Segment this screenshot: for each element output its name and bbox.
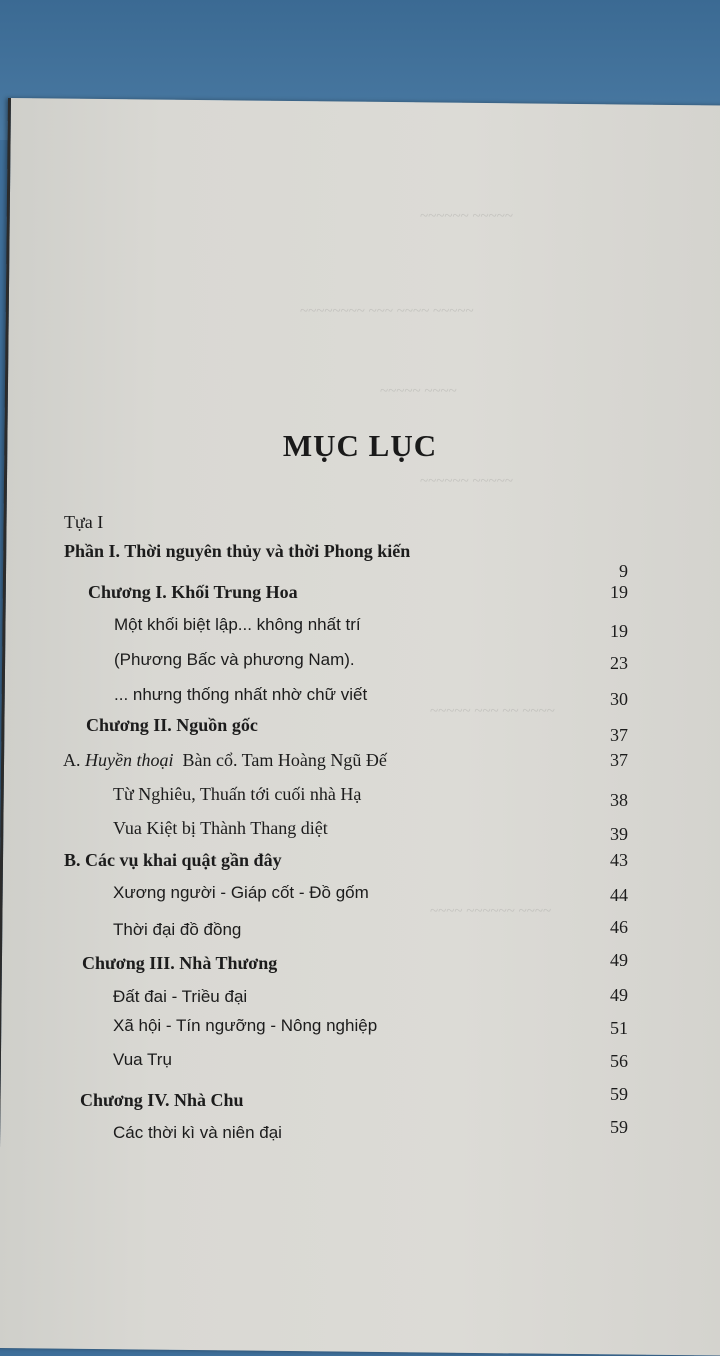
entry-label: Một khối biệt lập... không nhất trí — [114, 615, 361, 634]
entry-page: 56 — [610, 1051, 628, 1071]
toc-entry[interactable] — [0, 1117, 720, 1153]
toc-entry[interactable] — [0, 818, 720, 848]
entry-page: 44 — [610, 885, 628, 905]
entry-label: Đất đai - Triều đại — [113, 987, 248, 1006]
entry-page: 49 — [610, 985, 628, 1005]
entry-label-rest: Bàn cổ. Tam Hoàng Ngũ Đế — [182, 750, 387, 770]
entry-label — [63, 750, 387, 771]
toc-entry[interactable] — [0, 1016, 720, 1046]
toc-entry[interactable] — [0, 615, 720, 645]
toc-entry[interactable] — [0, 1084, 720, 1120]
entry-page: 46 — [610, 917, 628, 937]
toc-preface — [0, 512, 720, 542]
entry-page: 19 — [610, 582, 628, 602]
entry-page: 49 — [610, 950, 628, 970]
toc-title: MỤC LỤC — [282, 428, 438, 463]
entry-label: Chương I. Khối Trung Hoa — [88, 582, 298, 602]
entry-page: 23 — [610, 653, 628, 673]
toc-entry[interactable] — [0, 541, 720, 581]
entry-label: B. Các vụ khai quật gần đây — [64, 850, 282, 870]
toc-entry[interactable] — [0, 685, 720, 715]
entry-page: 51 — [610, 1018, 628, 1038]
toc-entry[interactable] — [0, 1050, 720, 1080]
entry-prefix: A. — [63, 750, 81, 770]
toc-entry[interactable] — [0, 784, 720, 814]
entry-italic-label: Huyền thoại — [85, 750, 174, 770]
entry-page: 37 — [610, 750, 628, 770]
entry-page: 30 — [610, 689, 628, 709]
entry-label: Từ Nghiêu, Thuấn tới cuối nhà Hạ — [113, 784, 362, 804]
entry-label: Các thời kì và niên đại — [113, 1123, 282, 1142]
entry-label: Phần I. Thời nguyên thủy và thời Phong kiến — [64, 541, 411, 561]
entry-label: Thời đại đồ đồng — [113, 920, 242, 939]
toc-entry[interactable] — [0, 987, 720, 1017]
toc-entry[interactable] — [0, 582, 720, 612]
entry-page: 43 — [610, 850, 628, 870]
entry-label: Xã hội - Tín ngưỡng - Nông nghiệp — [113, 1016, 378, 1035]
entry-label: Chương II. Nguồn gốc — [86, 715, 258, 735]
entry-page: 39 — [610, 824, 628, 844]
toc-entry[interactable] — [0, 850, 720, 880]
toc-entry[interactable] — [0, 715, 720, 745]
toc-entry[interactable] — [0, 883, 720, 913]
toc-entry[interactable] — [0, 917, 720, 950]
entry-label: Xương người - Giáp cốt - Đồ gốm — [113, 883, 369, 902]
entry-page: 37 — [610, 725, 628, 745]
entry-page: 38 — [610, 790, 628, 810]
entry-label: Chương IV. Nhà Chu — [80, 1090, 244, 1110]
entry-label: Vua Kiệt bị Thành Thang diệt — [113, 818, 328, 838]
entry-page: 59 — [610, 1084, 628, 1104]
toc-entry[interactable] — [0, 750, 720, 780]
entry-page: 9 — [619, 561, 628, 581]
entry-page: 59 — [610, 1117, 628, 1137]
toc-entry[interactable] — [0, 950, 720, 983]
toc-entry[interactable] — [0, 650, 720, 680]
preface-label: Tựa I — [64, 512, 104, 532]
entry-label: Chương III. Nhà Thương — [82, 953, 278, 973]
entry-label: ... nhưng thống nhất nhờ chữ viết — [114, 685, 368, 704]
entry-page: 19 — [610, 621, 628, 641]
entry-label: Vua Trụ — [113, 1050, 172, 1069]
entry-label: (Phương Bấc và phương Nam). — [114, 650, 355, 669]
